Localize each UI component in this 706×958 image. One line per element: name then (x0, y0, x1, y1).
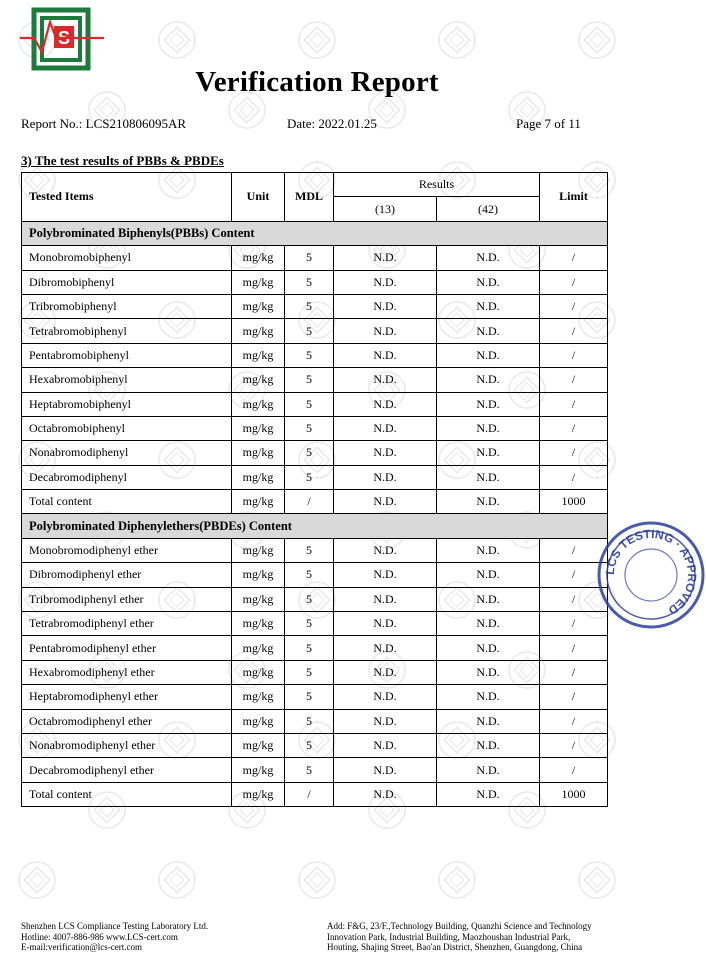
cell-item: Tetrabromodiphenyl ether (22, 612, 232, 636)
cell-r1: N.D. (334, 294, 437, 318)
watermark-icon (297, 20, 337, 60)
watermark-icon (577, 20, 617, 60)
cell-limit: / (540, 294, 608, 318)
cell-r2: N.D. (437, 319, 540, 343)
cell-limit: / (540, 733, 608, 757)
cell-mdl: 5 (285, 612, 334, 636)
cell-limit: / (540, 636, 608, 660)
cell-limit: / (540, 612, 608, 636)
cell-unit: mg/kg (232, 782, 285, 806)
cell-limit: 1000 (540, 490, 608, 514)
cell-r1: N.D. (334, 490, 437, 514)
footer-company: Shenzhen LCS Compliance Testing Laboratory Ltd. (21, 921, 209, 931)
cell-r2: N.D. (437, 685, 540, 709)
cell-item: Pentabromobiphenyl (22, 343, 232, 367)
cell-mdl: 5 (285, 660, 334, 684)
cell-unit: mg/kg (232, 538, 285, 562)
cell-r2: N.D. (437, 465, 540, 489)
col-header-results: Results (334, 173, 540, 197)
lcs-logo (20, 8, 104, 70)
cell-r1: N.D. (334, 612, 437, 636)
table-row (22, 685, 608, 709)
cell-r2: N.D. (437, 660, 540, 684)
cell-unit: mg/kg (232, 758, 285, 782)
table-row (22, 709, 608, 733)
table-row (22, 782, 608, 806)
cell-unit: mg/kg (232, 636, 285, 660)
cell-r1: N.D. (334, 563, 437, 587)
footer-left (21, 921, 208, 953)
cell-mdl: 5 (285, 685, 334, 709)
group-header-row (22, 514, 608, 538)
cell-r1: N.D. (334, 758, 437, 782)
cell-item: Octabromobiphenyl (22, 416, 232, 440)
group-header: Polybrominated Diphenylethers(PBDEs) Content (22, 514, 608, 538)
cell-r1: N.D. (334, 465, 437, 489)
cell-limit: / (540, 538, 608, 562)
cell-r1: N.D. (334, 685, 437, 709)
col-header-limit: Limit (540, 173, 608, 222)
cell-mdl: 5 (285, 441, 334, 465)
cell-mdl: 5 (285, 270, 334, 294)
stamp-text: LCS TESTING · APPROVED (602, 526, 700, 618)
section-title: 3) The test results of PBBs & PBDEs (21, 153, 224, 168)
cell-r1: N.D. (334, 270, 437, 294)
cell-item: Octabromodiphenyl ether (22, 709, 232, 733)
cell-r1: N.D. (334, 441, 437, 465)
cell-unit: mg/kg (232, 733, 285, 757)
cell-item: Pentabromodiphenyl ether (22, 636, 232, 660)
cell-item: Tribromobiphenyl (22, 294, 232, 318)
footer-right (327, 921, 592, 953)
table-row (22, 343, 608, 367)
table-row (22, 733, 608, 757)
cell-limit: / (540, 343, 608, 367)
cell-limit: / (540, 441, 608, 465)
cell-limit: / (540, 416, 608, 440)
cell-mdl: 5 (285, 416, 334, 440)
cell-unit: mg/kg (232, 246, 285, 270)
cell-mdl: 5 (285, 733, 334, 757)
svg-text:S: S (57, 28, 71, 48)
watermark-icon (157, 20, 197, 60)
cell-r2: N.D. (437, 612, 540, 636)
report-number: Report No.: LCS210806095AR (21, 116, 187, 131)
cell-unit: mg/kg (232, 685, 285, 709)
cell-limit: / (540, 563, 608, 587)
cell-mdl: 5 (285, 392, 334, 416)
cell-unit: mg/kg (232, 587, 285, 611)
cell-item: Nonabromodiphenyl ether (22, 733, 232, 757)
table-row (22, 270, 608, 294)
cell-unit: mg/kg (232, 294, 285, 318)
cell-r2: N.D. (437, 758, 540, 782)
cell-r2: N.D. (437, 270, 540, 294)
cell-item: Total content (22, 782, 232, 806)
cell-r2: N.D. (437, 246, 540, 270)
cell-limit: / (540, 758, 608, 782)
cell-mdl: / (285, 782, 334, 806)
cell-mdl: 5 (285, 343, 334, 367)
footer-address-2: Innovation Park, Industrial Building, Maozhoushan Industrial Park, (327, 931, 571, 942)
watermark-icon (157, 860, 197, 900)
table-row (22, 490, 608, 514)
cell-item: Total content (22, 490, 232, 514)
cell-unit: mg/kg (232, 660, 285, 684)
table-row (22, 319, 608, 343)
cell-r2: N.D. (437, 416, 540, 440)
cell-r1: N.D. (334, 538, 437, 562)
table-row (22, 294, 608, 318)
table-row (22, 587, 608, 611)
page-number: Page 7 of 11 (516, 116, 581, 131)
cell-limit: / (540, 660, 608, 684)
report-title: Verification Report (195, 66, 439, 98)
cell-unit: mg/kg (232, 270, 285, 294)
cell-unit: mg/kg (232, 490, 285, 514)
cell-r1: N.D. (334, 392, 437, 416)
table-row (22, 758, 608, 782)
watermark-icon (297, 860, 337, 900)
cell-mdl: 5 (285, 465, 334, 489)
cell-r2: N.D. (437, 538, 540, 562)
group-header: Polybrominated Biphenyls(PBBs) Content (22, 221, 608, 245)
cell-mdl: 5 (285, 246, 334, 270)
col-header-tested-items: Tested Items (22, 173, 232, 222)
report-date: Date: 2022.01.25 (287, 116, 377, 131)
cell-r2: N.D. (437, 490, 540, 514)
cell-r2: N.D. (437, 709, 540, 733)
cell-item: Heptabromobiphenyl (22, 392, 232, 416)
cell-mdl: 5 (285, 563, 334, 587)
cell-item: Nonabromodiphenyl (22, 441, 232, 465)
footer-hotline: Hotline: 4007-886-986 www.LCS-cert.com (21, 931, 178, 942)
cell-limit: / (540, 685, 608, 709)
cell-r1: N.D. (334, 587, 437, 611)
cell-unit: mg/kg (232, 392, 285, 416)
cell-item: Hexabromobiphenyl (22, 368, 232, 392)
cell-unit: mg/kg (232, 368, 285, 392)
cell-limit: / (540, 465, 608, 489)
cell-r2: N.D. (437, 733, 540, 757)
table-row (22, 368, 608, 392)
cell-limit: 1000 (540, 782, 608, 806)
cell-item: Dibromobiphenyl (22, 270, 232, 294)
cell-mdl: 5 (285, 758, 334, 782)
cell-item: Decabromodiphenyl ether (22, 758, 232, 782)
cell-item: Monobromodiphenyl ether (22, 538, 232, 562)
cell-item: Monobromobiphenyl (22, 246, 232, 270)
cell-unit: mg/kg (232, 441, 285, 465)
cell-unit: mg/kg (232, 709, 285, 733)
cell-unit: mg/kg (232, 465, 285, 489)
cell-limit: / (540, 587, 608, 611)
cell-r1: N.D. (334, 636, 437, 660)
cell-r2: N.D. (437, 563, 540, 587)
cell-r1: N.D. (334, 660, 437, 684)
watermark-icon (437, 20, 477, 60)
footer-address-1: Add: F&G, 23/F.,Technology Building, Quanzhi Science and Technology (327, 921, 592, 931)
cell-item: Heptabromodiphenyl ether (22, 685, 232, 709)
cell-r2: N.D. (437, 368, 540, 392)
cell-r2: N.D. (437, 343, 540, 367)
cell-r2: N.D. (437, 392, 540, 416)
cell-unit: mg/kg (232, 612, 285, 636)
cell-r2: N.D. (437, 636, 540, 660)
cell-unit: mg/kg (232, 416, 285, 440)
cell-limit: / (540, 319, 608, 343)
col-header-mdl: MDL (285, 173, 334, 222)
cell-limit: / (540, 709, 608, 733)
table-row (22, 636, 608, 660)
col-header-sample-42: (42) (437, 197, 540, 221)
table-row (22, 392, 608, 416)
cell-mdl: 5 (285, 294, 334, 318)
table-row (22, 612, 608, 636)
table-row (22, 563, 608, 587)
cell-r2: N.D. (437, 294, 540, 318)
cell-mdl: 5 (285, 709, 334, 733)
cell-unit: mg/kg (232, 563, 285, 587)
watermark-icon (17, 860, 57, 900)
watermark-icon (577, 860, 617, 900)
cell-r2: N.D. (437, 441, 540, 465)
cell-r1: N.D. (334, 709, 437, 733)
cell-r1: N.D. (334, 319, 437, 343)
table-row (22, 538, 608, 562)
table-row (22, 246, 608, 270)
results-table (21, 172, 608, 807)
table-row (22, 416, 608, 440)
cell-item: Tribromodiphenyl ether (22, 587, 232, 611)
table-row (22, 660, 608, 684)
cell-limit: / (540, 270, 608, 294)
cell-r1: N.D. (334, 246, 437, 270)
cell-mdl: 5 (285, 587, 334, 611)
cell-unit: mg/kg (232, 319, 285, 343)
cell-r1: N.D. (334, 733, 437, 757)
cell-r1: N.D. (334, 368, 437, 392)
group-header-row (22, 221, 608, 245)
cell-item: Hexabromodiphenyl ether (22, 660, 232, 684)
cell-unit: mg/kg (232, 343, 285, 367)
cell-r2: N.D. (437, 782, 540, 806)
cell-item: Tetrabromobiphenyl (22, 319, 232, 343)
watermark-icon (437, 860, 477, 900)
cell-r1: N.D. (334, 782, 437, 806)
cell-item: Decabromodiphenyl (22, 465, 232, 489)
approval-stamp (596, 520, 706, 630)
cell-r2: N.D. (437, 587, 540, 611)
cell-limit: / (540, 246, 608, 270)
cell-r1: N.D. (334, 343, 437, 367)
col-header-unit: Unit (232, 173, 285, 222)
footer-email: E-mail:verification@lcs-cert.com (21, 942, 142, 953)
cell-mdl: 5 (285, 636, 334, 660)
cell-r1: N.D. (334, 416, 437, 440)
table-row (22, 465, 608, 489)
results-table-body (22, 221, 608, 806)
table-row (22, 441, 608, 465)
cell-mdl: 5 (285, 368, 334, 392)
cell-item: Dibromodiphenyl ether (22, 563, 232, 587)
cell-limit: / (540, 392, 608, 416)
cell-mdl: 5 (285, 319, 334, 343)
cell-mdl: 5 (285, 538, 334, 562)
col-header-sample-13: (13) (334, 197, 437, 221)
footer-address-3: Houting, Shajing Street, Bao'an District, Shenzhen, Guangdong, China (327, 942, 583, 953)
cell-limit: / (540, 368, 608, 392)
cell-mdl: / (285, 490, 334, 514)
